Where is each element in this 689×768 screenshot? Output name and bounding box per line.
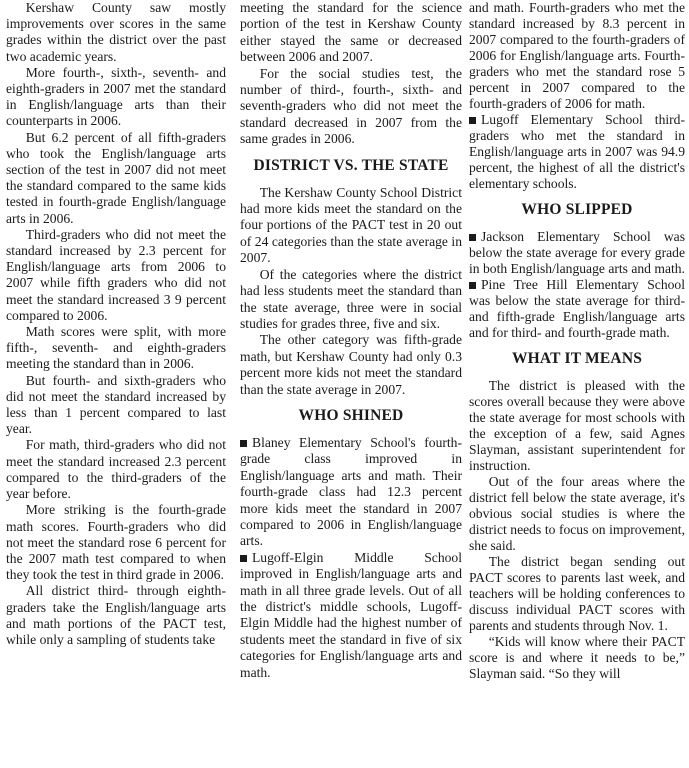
column-2 xyxy=(240,0,462,768)
paragraph: For the social studies test, the number of third-, fourth-, sixth- and seventh-graders who did not meet the standard decreased in 2007 from the same grades in 2006. xyxy=(240,65,462,147)
bullet-square-icon xyxy=(240,440,247,447)
paragraph: But fourth- and sixth-graders who did not meet the standard increased by less than 1 percent compared to last year. xyxy=(6,372,226,437)
paragraph: and math. Fourth-graders who met the standard increased by 8.3 percent in 2007 compared to the fourth-graders of 2006 for English/language arts. Fourth-graders who met the standard rose 5 percent in 2007 compared to the fourth-graders of 2006 for math. xyxy=(469,0,685,111)
paragraph: All district third- through eighth-graders take the English/language arts and math portions of the PACT test, while only a sampling of students take xyxy=(6,583,226,647)
paragraph: Third-graders who did not meet the standard increased by 2.3 percent for English/language arts from 2006 to 2007 while fifth graders who did not meet the standard increased 3 9 percent compared to 2006. xyxy=(6,226,226,323)
paragraph: More fourth-, sixth-, seventh- and eighth-graders in 2007 met the standard in English/language arts than their counterparts in 2006. xyxy=(6,64,226,129)
paragraph: Out of the four areas where the district fell below the state average, it's obvious social studies is where the district needs to focus on improvement, she said. xyxy=(469,474,685,553)
bullet-text: Pine Tree Hill Elementary School was below the state average for third- and fifth-grade English/language arts and for third- and fourth-grade math. xyxy=(469,277,685,340)
section-heading: DISTRICT VS. THE STATE xyxy=(253,156,449,174)
paragraph: The other category was fifth-grade math, but Kershaw County had only 0.3 percent more kids not meet the standard than the state average in 2007. xyxy=(240,332,462,397)
paragraph: Of the categories where the district had less students meet the standard than the state average, three were in social studies for grades three, five and six. xyxy=(240,266,462,331)
bullet-square-icon xyxy=(469,117,476,124)
paragraph: Kershaw County saw mostly improvements over scores in the same grades within the district over the past two academic years. xyxy=(6,0,226,64)
bullet-square-icon xyxy=(240,555,247,562)
paragraph: For math, third-graders who did not meet the standard increased 2.3 percent compared to the third-graders of the year before. xyxy=(6,437,226,502)
paragraph: meeting the standard for the science portion of the test in Kershaw County either stayed the same or decreased between 2006 and 2007. xyxy=(240,0,462,65)
paragraph: But 6.2 percent of all fifth-graders who took the English/language arts section of the test in 2007 did not meet the standard compared to the same kids tested in fourth-grade English/language arts in 2006. xyxy=(6,129,226,226)
paragraph: The district began sending out PACT scores to parents last week, and teachers will be holding conferences to discuss individual PACT scores with parents and students through Nov. 1. xyxy=(469,554,685,633)
bullet-paragraph xyxy=(469,229,685,277)
section-heading: WHAT IT MEANS xyxy=(511,350,643,367)
bullet-text: Lugoff-Elgin Middle School improved in English/language arts and math in all three grade levels. Out of all the district's middle schools, Lugoff-Elgin Middle had the highest number of students meet the standard in five of six categories for English/language arts and math. xyxy=(240,549,462,680)
column-1 xyxy=(6,0,226,768)
bullet-square-icon xyxy=(469,234,476,241)
bullet-paragraph xyxy=(469,277,685,341)
bullet-text: Blaney Elementary School's fourth-grade class improved in English/language arts and math. Their fourth-grade class had 12.3 percent more kids meet the standard in 2007 compared to 2006 in English/language arts. xyxy=(240,434,462,549)
paragraph: The Kershaw County School District had more kids meet the standard on the four portions of the PACT test in 20 out of 24 categories than the state average in 2007. xyxy=(240,184,462,266)
bullet-text: Jackson Elementary School was below the state average for every grade in both English/language arts and math. xyxy=(469,229,685,276)
section-heading: WHO SHINED xyxy=(298,406,404,424)
bullet-text: Lugoff Elementary School third-graders who met the standard in English/language arts in 2007 was 94.9 percent, the highest of all the district's elementary schools. xyxy=(469,112,685,191)
section-heading: WHO SLIPPED xyxy=(521,201,633,218)
column-3 xyxy=(469,0,685,768)
paragraph: Math scores were split, with more fifth-, seventh- and eighth-graders meeting the standard than in 2006. xyxy=(6,324,226,372)
bullet-square-icon xyxy=(469,282,476,289)
paragraph: The district is pleased with the scores overall because they were above the state average for most schools with the exception of a few, said Agnes Slayman, assistant superintendent for instruction. xyxy=(469,378,685,473)
bullet-paragraph xyxy=(240,550,462,681)
bullet-paragraph xyxy=(469,112,685,192)
paragraph: More striking is the fourth-grade math scores. Fourth-graders who did not meet the standard rose 6 percent for the 2007 math test compared to when they took the test in third grade in 2006. xyxy=(6,502,226,583)
bullet-paragraph xyxy=(240,435,462,550)
paragraph: “Kids will know where their PACT score is and where it needs to be,” Slayman said. “So they will xyxy=(469,634,685,681)
